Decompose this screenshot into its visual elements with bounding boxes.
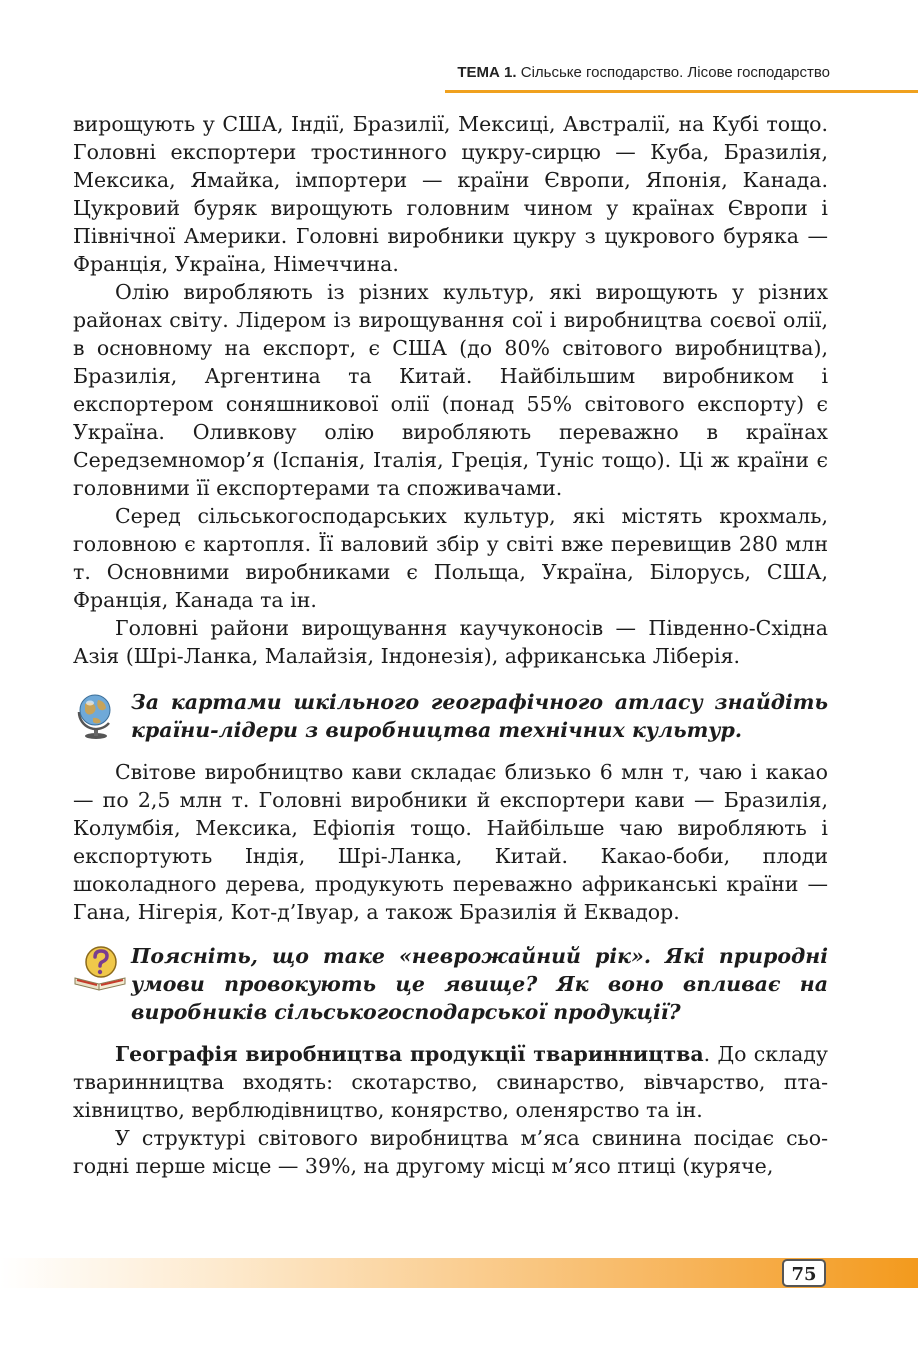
footer-band (0, 1258, 918, 1288)
paragraph-livestock (73, 1040, 828, 1124)
topic-label: ТЕМА 1. (457, 64, 517, 81)
livestock-text: . До складу тваринництва входять: скотарство, свинарство, вівчарство, птахівництво, верблюдівництво, конярство, оленярство та ін. (73, 1042, 828, 1122)
atlas-task-text: За картами шкільного географічного атласу знайдіть країни-лідери з виробництва технічних культур. (131, 690, 828, 742)
header-rule (445, 90, 918, 93)
page-number: 75 (782, 1259, 826, 1287)
running-header (457, 64, 830, 81)
atlas-task (73, 688, 828, 744)
paragraph-meat: У структурі світового виробництва м’яса свинина посідає сьогодні перше місце — 39%, на другому місці м’ясо птиці (куряче, (73, 1126, 828, 1178)
topic-title: Сільське господарство. Лісове господарство (520, 64, 830, 81)
paragraph-potato: Серед сільськогосподарських культур, які містять крохмаль, головною є картопля. Її валовий збір у світі вже перевищив 280 млн т. Основними виробниками є Польща, Україна, Білорусь, США, Франція, Канада та ін. (73, 504, 828, 612)
page-body (73, 110, 828, 1180)
book-question-icon (73, 944, 123, 994)
paragraph-oil: Олію виробляють із різних культур, які вирощують у різних районах світу. Лідером із вирощування сої і виробництва соєвої олії, в основному на експорт, є США (до 80% світового виробництва), Бразилія, Аргентина та Китай. Найбільшим виробником і експортером соняшникової олії (понад 55% світового експорту) є Україна. Оливкову олію виробляють переважно в країнах Середземномор’я (Іспанія, Італія, Греція, Туніс тощо). Ці ж країни є головними її експортерами та споживачами. (73, 280, 828, 500)
question-task (73, 942, 828, 1026)
globe-icon (73, 690, 123, 740)
livestock-heading: Географія виробництва продукції тваринництва (115, 1042, 704, 1066)
paragraph-rubber: Головні райони вирощування каучуконосів — Південно-Східна Азія (Шрі-Ланка, Малайзія, Індонезія), африканська Ліберія. (73, 616, 828, 668)
paragraph-sugar: вирощують у США, Індії, Бразилії, Мексиці, Австралії, на Кубі тощо. Головні експортери тростинного цукру-сирцю — Куба, Бразилія, Мексика, Ямайка, імпортери — країни Європи, Японія, Канада. Цукровий буряк вирощують головним чином у країнах Європи і Північної Америки. Головні виробники цукру з цукрового буряка — Франція, Україна, Німеччина. (73, 112, 828, 276)
paragraph-coffee: Світове виробництво кави складає близько 6 млн т, чаю і какао — по 2,5 млн т. Головні виробники й експортери кави — Бразилія, Колумбія, Мексика, Ефіопія тощо. Найбільше чаю виробляють і експортують Індія, Шрі-Ланка, Китай. Какао-боби, плоди шоколадного дерева, продукують переважно африканські країни — Гана, Нігерія, Кот-д’Івуар, а також Бразилія й Еквадор. (73, 760, 828, 924)
question-task-text: Поясніть, що таке «неврожайний рік». Які природні умови провокують це явище? Як воно впливає на виробників сільськогосподарської продукції? (131, 944, 828, 1024)
